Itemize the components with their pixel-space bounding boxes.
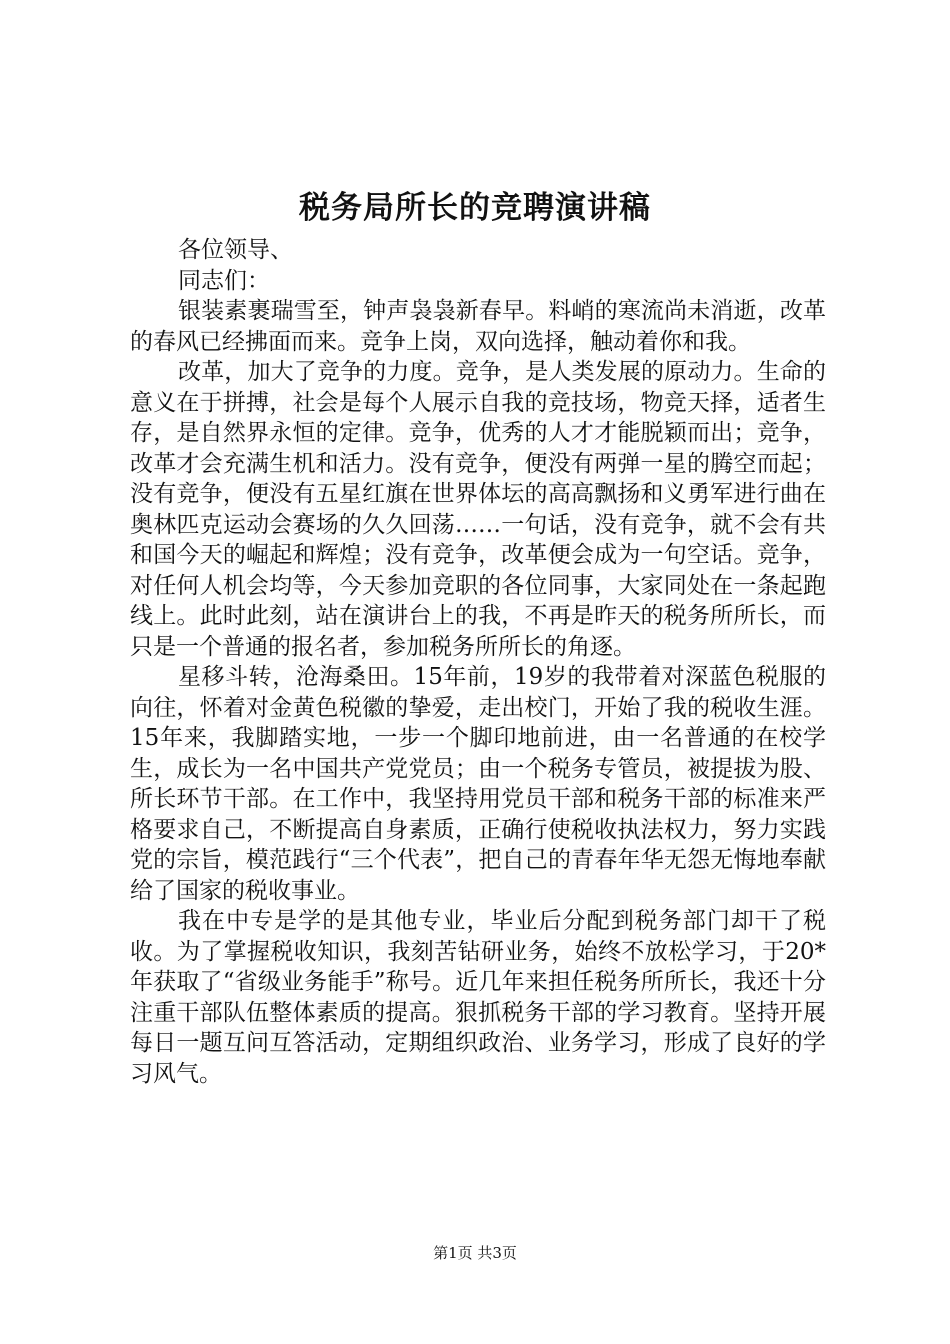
document-title: 税务局所长的竞聘演讲稿 bbox=[299, 190, 651, 226]
body-paragraph: 星移斗转，沧海桑田。15年前，19岁的我带着对深蓝色税服的向往，怀着对金黄色税徽的挚爱，走出校门，开始了我的税收生涯。15年来，我脚踏实地，一步一个脚印地前进，由一名普通的在校学生，成长为一名中国共产党党员；由一个税务专管员，被提拔为股、所长环节干部。在工作中，我坚持用党员干部和税务干部的标准来严格要求自己，不断提高自身素质，正确行使税收执法权力，努力实践党的宗旨，模范践行“三个代表”，把自己的青春年华无怨无悔地奉献给了国家的税收事业。 bbox=[130, 664, 826, 904]
page-number-footer: 第1页 共3页 bbox=[433, 1244, 517, 1262]
body-paragraph: 我在中专是学的是其他专业，毕业后分配到税务部门却干了税收。为了掌握税收知识，我刻苦钻研业务，始终不放松学习，于20*年获取了“省级业务能手”称号。近几年来担任税务所所长，我还十分注重干部队伍整体素质的提高。狠抓税务干部的学习教育。坚持开展每日一题互问互答活动，定期组织政治、业务学习，形成了良好的学习风气。 bbox=[130, 908, 826, 1087]
body-paragraph: 银装素裹瑞雪至，钟声袅袅新春早。料峭的寒流尚未消逝，改革的春风已经拂面而来。竞争上岗，双向选择，触动着你和我。 bbox=[130, 298, 826, 355]
body-paragraph: 改革，加大了竞争的力度。竞争，是人类发展的原动力。生命的意义在于拼搏，社会是每个人展示自我的竞技场，物竞天择，适者生存，是自然界永恒的定律。竞争，优秀的人才才能脱颖而出；竞争，改革才会充满生机和活力。没有竞争，便没有两弹一星的腾空而起；没有竞争，便没有五星红旗在世界体坛的高高飘扬和义勇军进行曲在奥林匹克运动会赛场的久久回荡……一句话，没有竞争，就不会有共和国今天的崛起和辉煌；没有竞争，改革便会成为一句空话。竞争，对任何人机会均等，今天参加竞职的各位同事，大家同处在一条起跑线上。此时此刻，站在演讲台上的我，不再是昨天的税务所所长，而只是一个普通的报名者，参加税务所所长的角逐。 bbox=[130, 359, 826, 660]
document-body bbox=[130, 235, 826, 1089]
salutation-line: 各位领导、 bbox=[178, 237, 293, 263]
salutation-line: 同志们： bbox=[178, 267, 270, 294]
